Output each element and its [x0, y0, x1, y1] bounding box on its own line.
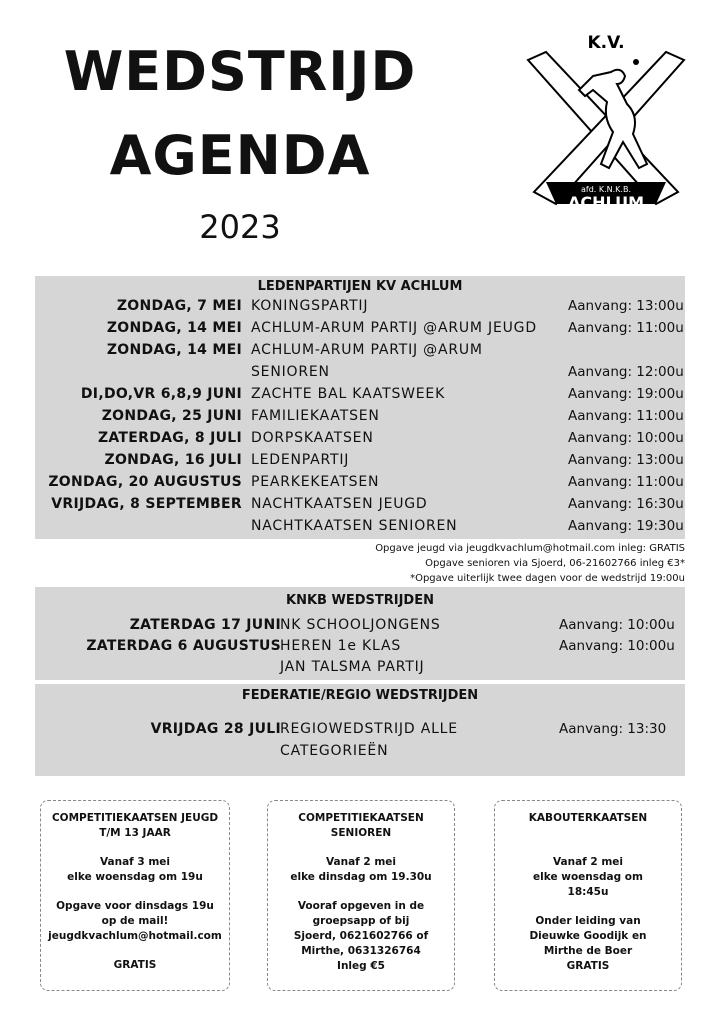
card-line: GRATIS: [566, 960, 610, 972]
agenda-row: [35, 298, 685, 320]
card-line: op de mail!: [101, 915, 169, 927]
section-title: KNKB WEDSTRIJDEN: [286, 593, 434, 608]
row-date: ZONDAG, 20 AUGUSTUS: [48, 474, 242, 490]
card-line: Vanaf 3 mei: [99, 856, 171, 868]
federatie-section: [35, 684, 685, 776]
row-time: Aanvang: 19:30u: [568, 518, 684, 534]
card-line: Mirthe de Boer: [543, 945, 633, 957]
card-line: groepsapp of bij: [312, 915, 410, 927]
agenda-row: [35, 364, 685, 386]
row-time: Aanvang: 16:30u: [568, 496, 684, 512]
note-line: Opgave jeugd via jeugdkvachlum@hotmail.com inleg: GRATIS: [375, 543, 685, 554]
row-event: DORPSKAATSEN: [251, 430, 374, 446]
row-date: ZATERDAG 17 JUNI: [129, 617, 281, 633]
row-event: NACHTKAATSEN JEUGD: [251, 496, 428, 512]
club-logo: [526, 32, 686, 217]
page-title-line1: WEDSTRIJD: [63, 40, 417, 103]
row-event: ZACHTE BAL KAATSWEEK: [251, 386, 446, 402]
row-event: HEREN 1e KLAS: [280, 638, 402, 654]
row-event: NK SCHOOLJONGENS: [280, 617, 441, 633]
row-date: ZONDAG, 7 MEI: [116, 298, 242, 314]
row-time: Aanvang: 12:00u: [568, 364, 684, 380]
card-line: Mirthe, 0631326764: [301, 945, 421, 957]
row-date: ZONDAG, 16 JULI: [104, 452, 242, 468]
row-event: JAN TALSMA PARTIJ: [280, 659, 425, 675]
agenda-row: [35, 408, 685, 430]
row-time: Aanvang: 11:00u: [568, 320, 684, 336]
logo-bottom-text: ACHLUM: [567, 193, 645, 212]
agenda-row: [35, 452, 685, 474]
agenda-row: [35, 430, 685, 452]
note-line: Opgave senioren via Sjoerd, 06-21602766 inleg €3*: [425, 558, 685, 569]
row-date: ZATERDAG, 8 JULI: [97, 430, 242, 446]
card-line: Sjoerd, 0621602766 of: [293, 930, 429, 942]
row-time: Aanvang: 10:00u: [559, 638, 675, 654]
section-title: LEDENPARTIJEN KV ACHLUM: [257, 279, 463, 294]
row-event: LEDENPARTIJ: [251, 452, 350, 468]
row-event: NACHTKAATSEN SENIOREN: [251, 518, 458, 534]
logo-sub-text: afd. K.N.K.B.: [580, 185, 632, 194]
row-event: FAMILIEKAATSEN: [251, 408, 380, 424]
row-date: VRIJDAG 28 JULI: [150, 721, 281, 737]
row-date: DI,DO,VR 6,8,9 JUNI: [80, 386, 242, 402]
card-line: 18:45u: [567, 886, 609, 898]
card-line: elke dinsdag om 19.30u: [290, 871, 432, 883]
card-line: elke woensdag om: [533, 871, 643, 883]
info-card-jeugd: [40, 800, 230, 991]
card-line: elke woensdag om 19u: [67, 871, 203, 883]
row-event: ACHLUM-ARUM PARTIJ @ARUM: [251, 342, 483, 358]
registration-notes: [375, 541, 685, 586]
year: 2023: [199, 208, 281, 246]
agenda-row: [35, 617, 685, 639]
agenda-row: [35, 721, 685, 743]
card-line: Inleg €5: [337, 960, 385, 972]
row-date: ZONDAG, 14 MEI: [106, 320, 242, 336]
row-time: Aanvang: 13:30: [559, 721, 667, 737]
agenda-row: [35, 342, 685, 364]
row-event: REGIOWEDSTRIJD ALLE: [280, 721, 458, 737]
logo-top-text: K.V.: [587, 33, 625, 53]
card-line: Vanaf 2 mei: [552, 856, 624, 868]
agenda-row: [35, 518, 685, 540]
card-line: T/M 13 JAAR: [99, 827, 171, 839]
row-event: CATEGORIEËN: [280, 743, 389, 759]
row-date: ZATERDAG 6 AUGUSTUS: [86, 638, 281, 654]
row-event: ACHLUM-ARUM PARTIJ @ARUM JEUGD: [251, 320, 537, 336]
row-date: VRIJDAG, 8 SEPTEMBER: [51, 496, 242, 512]
agenda-row: [35, 496, 685, 518]
row-time: Aanvang: 10:00u: [559, 617, 675, 633]
agenda-row: [35, 386, 685, 408]
info-card-senioren: [267, 800, 455, 991]
note-line: *Opgave uiterlijk twee dagen voor de wedstrijd 19:00u: [410, 573, 685, 584]
row-time: Aanvang: 10:00u: [568, 430, 684, 446]
card-line: Vooraf opgeven in de: [297, 900, 425, 912]
row-date: ZONDAG, 14 MEI: [106, 342, 242, 358]
card-line: SENIOREN: [330, 827, 392, 839]
card-line: COMPETITIEKAATSEN: [298, 812, 424, 824]
card-line: Dieuwke Goodijk en: [529, 930, 647, 942]
row-time: Aanvang: 11:00u: [568, 474, 684, 490]
row-time: Aanvang: 13:00u: [568, 298, 684, 314]
card-line: Opgave voor dinsdags 19u: [56, 900, 214, 912]
row-date: ZONDAG, 25 JUNI: [101, 408, 242, 424]
row-time: Aanvang: 19:00u: [568, 386, 684, 402]
card-line: Vanaf 2 mei: [325, 856, 397, 868]
card-line: KABOUTERKAATSEN: [528, 812, 648, 824]
row-event: SENIOREN: [251, 364, 330, 380]
page-title-line2: AGENDA: [109, 124, 371, 187]
section-title: FEDERATIE/REGIO WEDSTRIJDEN: [241, 688, 479, 703]
agenda-row: [35, 474, 685, 496]
card-line: GRATIS: [113, 959, 157, 971]
card-line: jeugdkvachlum@hotmail.com: [48, 930, 222, 942]
row-time: Aanvang: 11:00u: [568, 408, 684, 424]
agenda-row: [35, 638, 685, 660]
card-line: COMPETITIEKAATSEN JEUGD: [51, 812, 219, 824]
ledenpartijen-section: [35, 276, 685, 539]
agenda-row: [35, 659, 685, 681]
agenda-row: [35, 743, 685, 765]
row-event: PEARKEKEATSEN: [251, 474, 380, 490]
info-card-kabouter: [494, 800, 682, 991]
knkb-section: [35, 587, 685, 680]
row-time: Aanvang: 13:00u: [568, 452, 684, 468]
card-line: Onder leiding van: [535, 915, 641, 927]
row-event: KONINGSPARTIJ: [251, 298, 369, 314]
agenda-row: [35, 320, 685, 342]
